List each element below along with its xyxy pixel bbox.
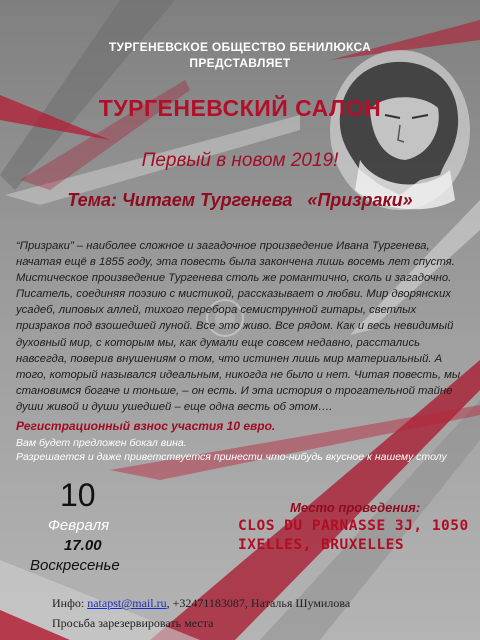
wine-note: Вам будет предложен бокал вина.: [16, 437, 187, 449]
event-description: “Призраки” – наиболее сложное и загадочное произведение Ивана Тургенева, начатая ещё в 1855 году, эта повесть была закончена лишь восемь лет спустя. Мистическое произведение Тургенева столь же романтично, сколь и загадочно. Писатель, соединяя поэзию с мистикой, рассказывает о любви. Мир дворянских усадеб, липовых аллей, тихого перебора семиструнной гитары, светлых призраков под взошедшей луной. Все это живо. Все рядом. Как и весь невидимый духовный мир, с которым мы, как думали еще совсем недавно, расстались навсегда, поверив внушениям о том, что истинен лишь мир материальный. А того, который назывался идеальным, никогда не было и нет. Читая повесть, мы становимся богаче и тоньше, – он есть. И эта история о трогательной тайне души живой и души ушедшей – еще одна весть об этом….: [16, 240, 461, 413]
venue-address: CLOS DU PARNASSE 3J, 1050 IXELLES, BRUXELLES: [238, 518, 469, 553]
registration-fee: Регистрационный взнос участия 10 евро.: [16, 419, 276, 433]
bring-food-note: Разрешается и даже приветствуется принести что-нибудь вкусное к нашему столу: [16, 451, 447, 463]
contact-prefix: Инфо:: [52, 596, 88, 610]
portrait-image: [330, 50, 470, 210]
event-day: 10: [60, 477, 96, 513]
contact-details: , +32471183087, Наталья Шумилова: [166, 596, 351, 610]
event-weekday: Воскресенье: [30, 557, 120, 574]
event-time: 17.00: [64, 537, 102, 554]
contact-info: [52, 596, 350, 611]
contact-email-link[interactable]: natapst@mail.ru: [87, 596, 167, 610]
event-month: Февраля: [48, 517, 110, 534]
event-theme: Тема: Читаем Тургенева «Призраки»: [67, 190, 413, 210]
header-organization: ТУРГЕНЕВСКОЕ ОБЩЕСТВО БЕНИЛЮКСА: [108, 40, 372, 54]
event-title: ТУРГЕНЕВСКИЙ САЛОН: [98, 95, 382, 121]
venue-label: Место проведения:: [290, 500, 421, 515]
header-presents: ПРЕДСТАВЛЯЕТ: [189, 56, 291, 70]
reservation-note: Просьба зарезервировать места: [52, 616, 214, 630]
event-subtitle: Первый в новом 2019!: [141, 150, 339, 171]
